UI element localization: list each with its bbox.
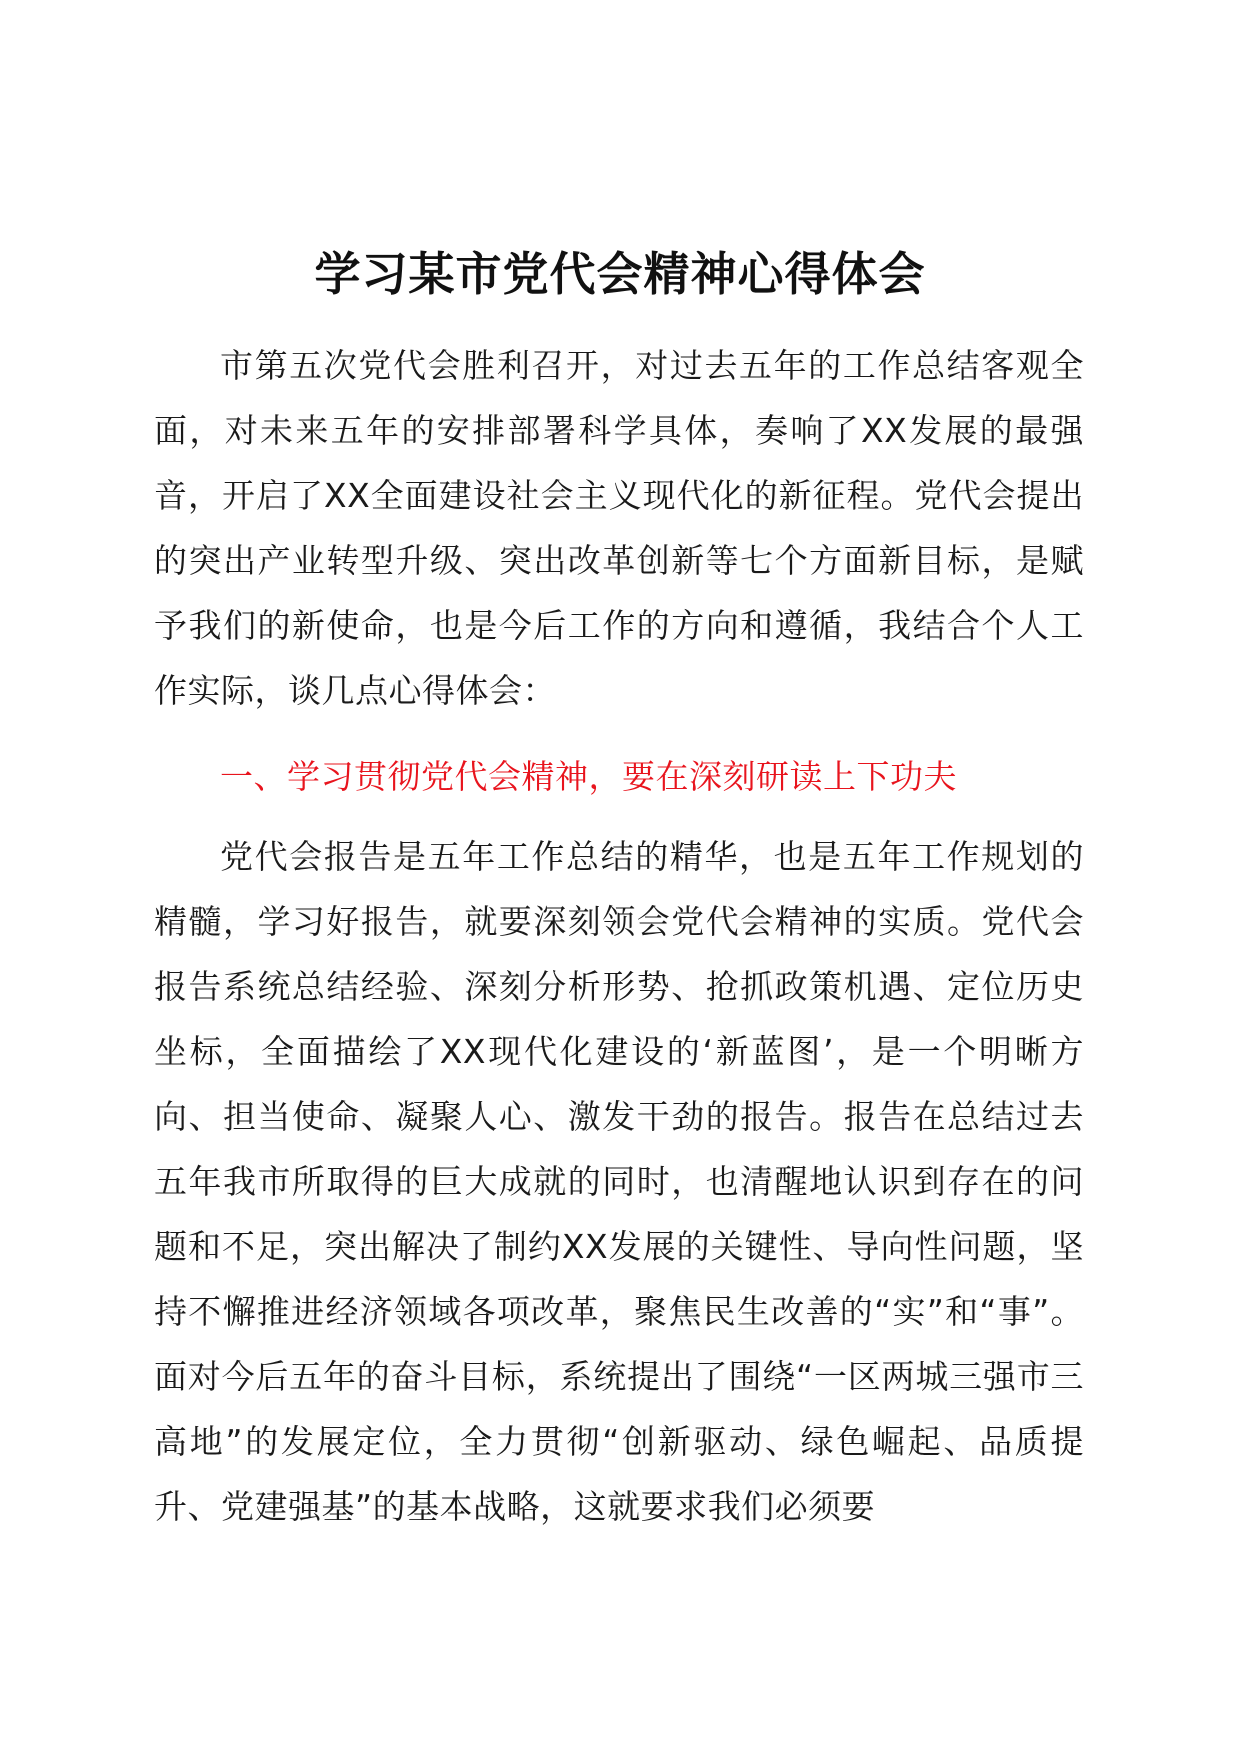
document-title: 学习某市党代会精神心得体会 [314, 247, 926, 301]
section-1-paragraph: 党代会报告是五年工作总结的精华，也是五年工作规划的精髓，学习好报告，就要深刻领会党代会精神的实质。党代会报告系统总结经验、深刻分析形势、抢抓政策机遇、定位历史坐标，全面描绘了XX现代化建设的‘新蓝图’，是一个明晰方向、担当使命、凝聚人心、激发干劲的报告。报告在总结过去五年我市所取得的巨大成就的同时，也清醒地认识到存在的问题和不足，突出解决了制约XX发展的关键性、导向性问题，坚持不懈推进经济领域各项改革，聚焦民生改善的“实”和“事”。面对今后五年的奋斗目标，系统提出了围绕“一区两城三强市三高地”的发展定位，全力贯彻“创新驱动、绿色崛起、品质提升、党建强基”的基本战略，这就要求我们必须要 [154, 837, 1084, 1526]
intro-paragraph: 市第五次党代会胜利召开，对过去五年的工作总结客观全面，对未来五年的安排部署科学具体，奏响了XX发展的最强音，开启了XX全面建设社会主义现代化的新征程。党代会提出的突出产业转型升级、突出改革创新等七个方面新目标，是赋予我们的新使命，也是今后工作的方向和遵循，我结合个人工作实际，谈几点心得体会： [154, 346, 1084, 710]
section-1-heading: 一、学习贯彻党代会精神，要在深刻研读上下功夫 [220, 757, 957, 796]
